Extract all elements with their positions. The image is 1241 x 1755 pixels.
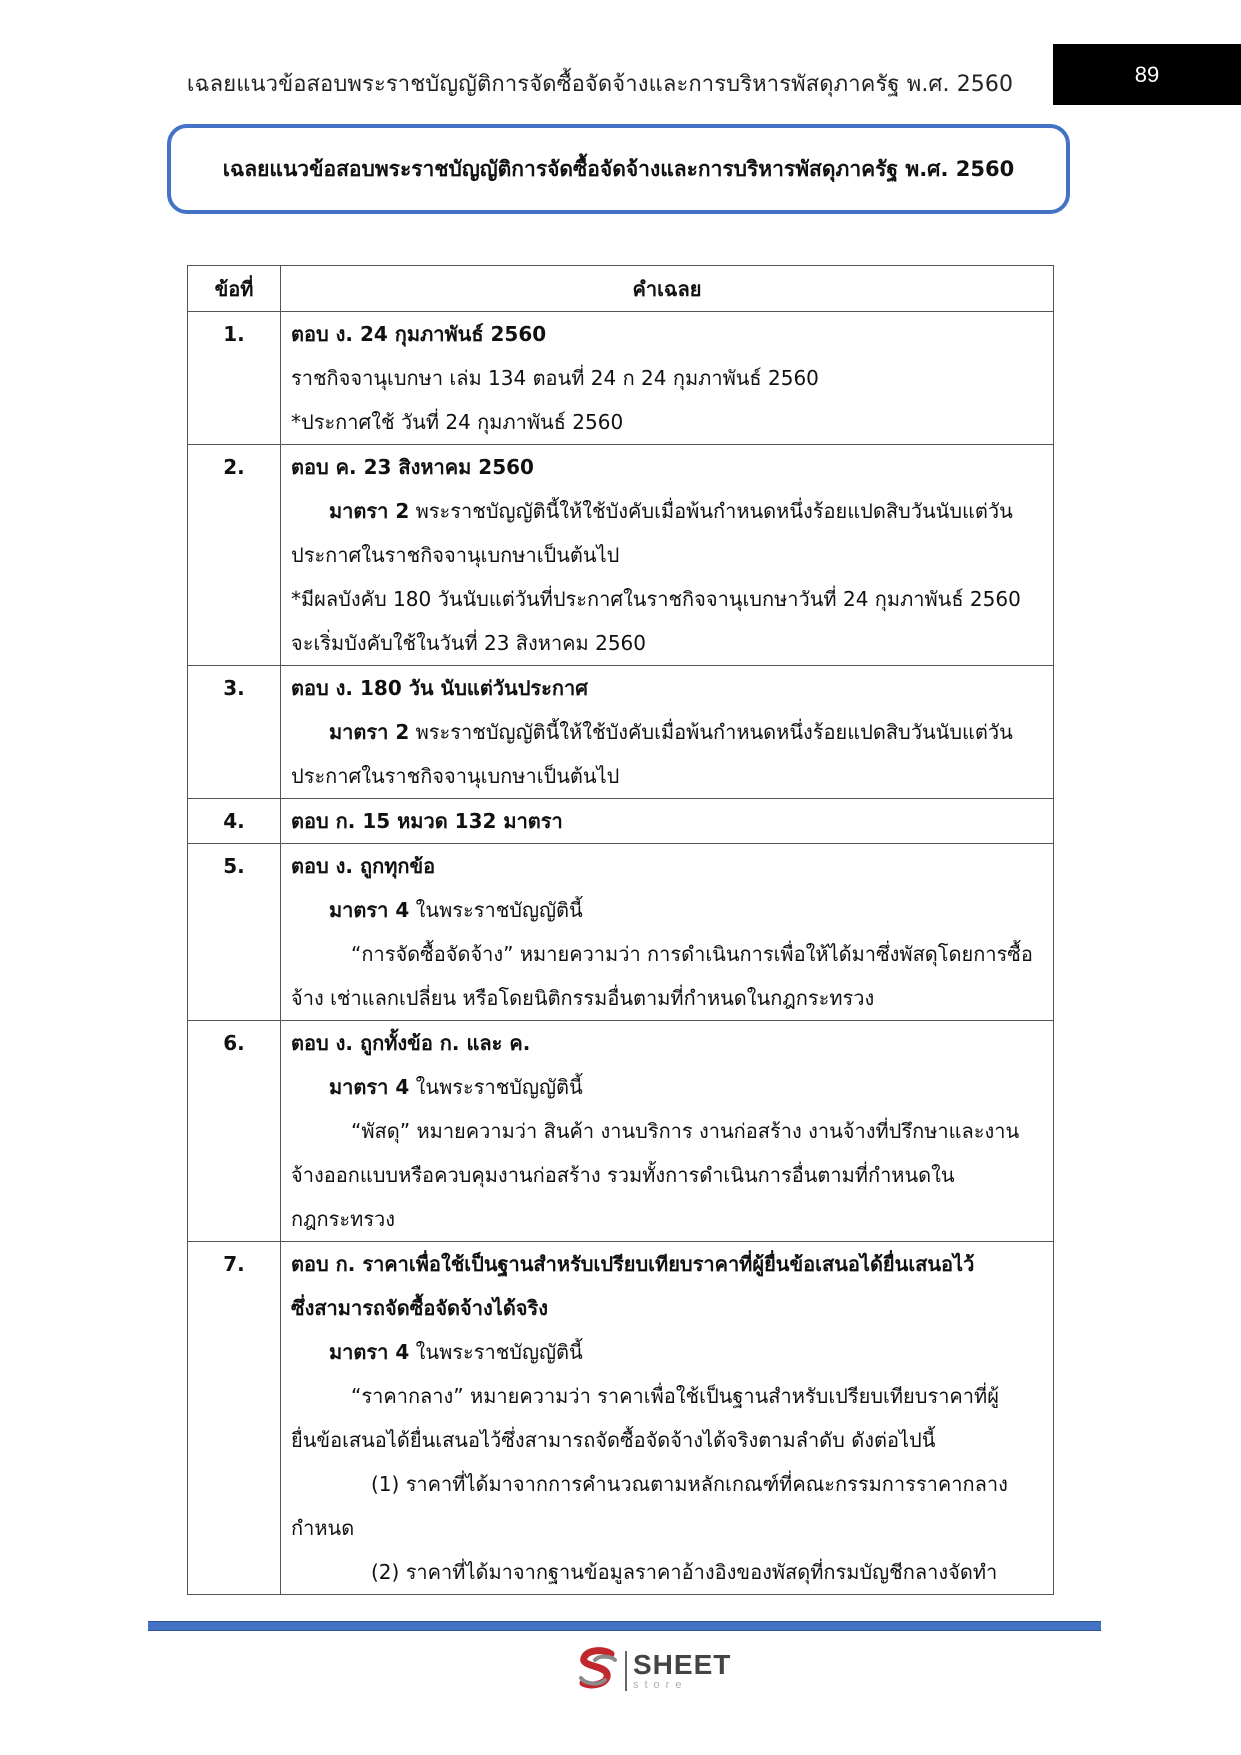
table-row — [188, 445, 1054, 666]
logo-subword: store — [633, 1679, 688, 1691]
column-header-number: ข้อที่ — [188, 266, 281, 312]
footer-rule — [148, 1621, 1101, 1631]
answer-choice: ตอบ ง. 24 กุมภาพันธ์ 2560 — [291, 322, 547, 346]
question-number: 4. — [188, 799, 281, 844]
explanation-line: ราชกิจจานุเบกษา เล่ม 134 ตอนที่ 24 ก 24 กุมภาพันธ์ 2560 — [291, 366, 819, 390]
answer-cell — [281, 1021, 1054, 1242]
explanation-line — [291, 489, 1043, 533]
page-number: 89 — [1053, 44, 1241, 105]
explanation-line: ประกาศในราชกิจจานุเบกษาเป็นต้นไป — [291, 543, 620, 567]
section-text: พระราชบัญญัตินี้ให้ใช้บังคับเมื่อพ้นกำหนดหนึ่งร้อยแปดสิบวันนับแต่วัน — [415, 720, 1013, 744]
answer-cell — [281, 844, 1054, 1021]
question-number: 7. — [188, 1242, 281, 1595]
answer-choice: ตอบ ค. 23 สิงหาคม 2560 — [291, 455, 534, 479]
table-row — [188, 666, 1054, 799]
question-number: 3. — [188, 666, 281, 799]
explanation-line — [291, 1330, 1043, 1374]
definition-line: จ้างออกแบบหรือควบคุมงานก่อสร้าง รวมทั้งการดำเนินการอื่นตามที่กำหนดใน — [291, 1163, 955, 1187]
explanation-line — [291, 888, 1043, 932]
answer-cell — [281, 445, 1054, 666]
sheet-store-s-logo-icon — [575, 1646, 621, 1696]
logo-separator — [625, 1651, 627, 1691]
column-header-answer: คำเฉลย — [281, 266, 1054, 312]
table-row — [188, 1021, 1054, 1242]
section-text: ในพระราชบัญญัตินี้ — [415, 1075, 583, 1099]
section-text: ในพระราชบัญญัตินี้ — [415, 898, 583, 922]
definition-line: “การจัดซื้อจัดจ้าง” หมายความว่า การดำเนินการเพื่อให้ได้มาซึ่งพัสดุโดยการซื้อ — [351, 942, 1033, 966]
table-row — [188, 1242, 1054, 1595]
answer-cell — [281, 799, 1054, 844]
section-label: มาตรา 4 — [329, 1075, 410, 1099]
section-label: มาตรา 2 — [329, 499, 410, 523]
explanation-line: ประกาศในราชกิจจานุเบกษาเป็นต้นไป — [291, 764, 620, 788]
answer-cell — [281, 666, 1054, 799]
answer-table — [187, 265, 1054, 1595]
question-number: 2. — [188, 445, 281, 666]
list-item: กำหนด — [291, 1516, 355, 1540]
definition-line: จ้าง เช่าแลกเปลี่ยน หรือโดยนิติกรรมอื่นตามที่กำหนดในกฎกระทรวง — [291, 986, 875, 1010]
table-row — [188, 844, 1054, 1021]
section-label: มาตรา 2 — [329, 720, 410, 744]
section-text: พระราชบัญญัตินี้ให้ใช้บังคับเมื่อพ้นกำหนดหนึ่งร้อยแปดสิบวันนับแต่วัน — [415, 499, 1013, 523]
section-label: มาตรา 4 — [329, 898, 410, 922]
table-row — [188, 799, 1054, 844]
logo-word: SHEET — [633, 1649, 732, 1680]
answer-cell — [281, 1242, 1054, 1595]
definition-line: “ราคากลาง” หมายความว่า ราคาเพื่อใช้เป็นฐานสำหรับเปรียบเทียบราคาที่ผู้ — [351, 1384, 999, 1408]
explanation-line — [291, 710, 1043, 754]
sheet-store-logo — [575, 1645, 745, 1697]
answer-cell — [281, 312, 1054, 445]
question-number: 1. — [188, 312, 281, 445]
answer-choice: ซึ่งสามารถจัดซื้อจัดจ้างได้จริง — [291, 1296, 549, 1320]
section-label: มาตรา 4 — [329, 1340, 410, 1364]
section-text: ในพระราชบัญญัตินี้ — [415, 1340, 583, 1364]
explanation-line: จะเริ่มบังคับใช้ในวันที่ 23 สิงหาคม 2560 — [291, 631, 646, 655]
answer-choice: ตอบ ง. ถูกทั้งข้อ ก. และ ค. — [291, 1031, 531, 1055]
table-row — [188, 312, 1054, 445]
list-item: (1) ราคาที่ได้มาจากการคำนวณตามหลักเกณฑ์ที่คณะกรรมการราคากลาง — [371, 1472, 1008, 1496]
definition-line: “พัสดุ” หมายความว่า สินค้า งานบริการ งานก่อสร้าง งานจ้างที่ปรึกษาและงาน — [351, 1119, 1020, 1143]
logo-text — [633, 1651, 731, 1691]
answer-choice: ตอบ ง. 180 วัน นับแต่วันประกาศ — [291, 676, 588, 700]
question-number: 6. — [188, 1021, 281, 1242]
definition-line: กฎกระทรวง — [291, 1207, 396, 1231]
explanation-line — [291, 1065, 1043, 1109]
answer-choice: ตอบ ง. ถูกทุกข้อ — [291, 854, 436, 878]
title-box: เฉลยแนวข้อสอบพระราชบัญญัติการจัดซื้อจัดจ้างและการบริหารพัสดุภาครัฐ พ.ศ. 2560 — [167, 124, 1070, 214]
question-number: 5. — [188, 844, 281, 1021]
table-header-row — [188, 266, 1054, 312]
explanation-line: *มีผลบังคับ 180 วันนับแต่วันที่ประกาศในราชกิจจานุเบกษาวันที่ 24 กุมภาพันธ์ 2560 — [291, 587, 1021, 611]
list-item: (2) ราคาที่ได้มาจากฐานข้อมูลราคาอ้างอิงของพัสดุที่กรมบัญชีกลางจัดทำ — [371, 1560, 998, 1584]
running-header: เฉลยแนวข้อสอบพระราชบัญญัติการจัดซื้อจัดจ้างและการบริหารพัสดุภาครัฐ พ.ศ. 2560 — [186, 72, 1014, 97]
answer-choice: ตอบ ก. 15 หมวด 132 มาตรา — [291, 809, 563, 833]
explanation-line: *ประกาศใช้ วันที่ 24 กุมภาพันธ์ 2560 — [291, 410, 624, 434]
answer-choice: ตอบ ก. ราคาเพื่อใช้เป็นฐานสำหรับเปรียบเทียบราคาที่ผู้ยื่นข้อเสนอได้ยื่นเสนอไว้ — [291, 1252, 975, 1276]
definition-line: ยื่นข้อเสนอได้ยื่นเสนอไว้ซึ่งสามารถจัดซื้อจัดจ้างได้จริงตามลำดับ ดังต่อไปนี้ — [291, 1428, 936, 1452]
